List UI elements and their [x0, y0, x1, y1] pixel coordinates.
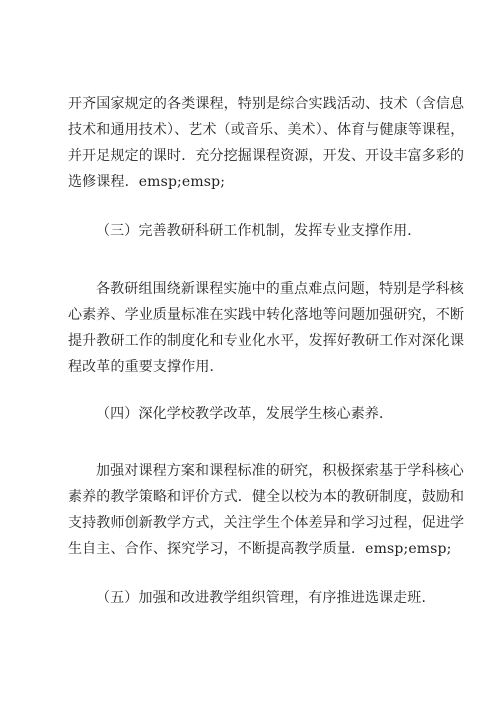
paragraph-4 — [68, 458, 465, 562]
heading-text: （四）深化学校教学改革，发展学生核心素养． — [96, 406, 394, 422]
paragraph-line: 各教研组围绕新课程实施中的重点难点问题，特别是学科核 — [96, 281, 464, 297]
paragraph-line: 支持教师创新教学方式，关注学生个体差异和学习过程，促进学 — [68, 515, 465, 531]
paragraph-line: 加强对课程方案和课程标准的研究，积极探索基于学科核心 — [96, 463, 464, 479]
paragraph-line: 程改革的重要支撑作用． — [68, 359, 224, 375]
paragraph-line: 素养的教学策略和评价方式．健全以校为本的教研制度，鼓励和 — [68, 489, 465, 505]
heading-text: （五）加强和改进教学组织管理，有序推进选课走班． — [96, 590, 436, 606]
paragraph-line: 心素养、学业质量标准在实践中转化落地等问题加强研究，不断 — [68, 307, 465, 323]
paragraph-3 — [68, 276, 465, 380]
heading-text: （三）完善教研科研工作机制，发挥专业支撑作用． — [96, 223, 422, 239]
paragraph-line: 生自主、合作、探究学习，不断提高教学质量．emsp;emsp; — [68, 541, 452, 557]
paragraph-line: 技术和通用技术）、艺术（或音乐、美术）、体育与健康等课程， — [68, 122, 465, 138]
paragraph-line: 提升教研工作的制度化和专业化水平，发挥好教研工作对深化课 — [68, 333, 465, 349]
section-heading-3 — [68, 218, 440, 244]
continuation-paragraph — [68, 91, 465, 195]
section-heading-5 — [68, 585, 440, 611]
paragraph-line: 选修课程．emsp;emsp; — [68, 174, 226, 190]
paragraph-line: 开齐国家规定的各类课程，特别是综合实践活动、技术（含信息 — [68, 96, 465, 112]
section-heading-4 — [68, 401, 440, 427]
paragraph-line: 并开足规定的课时．充分挖掘课程资源，开发、开设丰富多彩的 — [68, 148, 465, 164]
